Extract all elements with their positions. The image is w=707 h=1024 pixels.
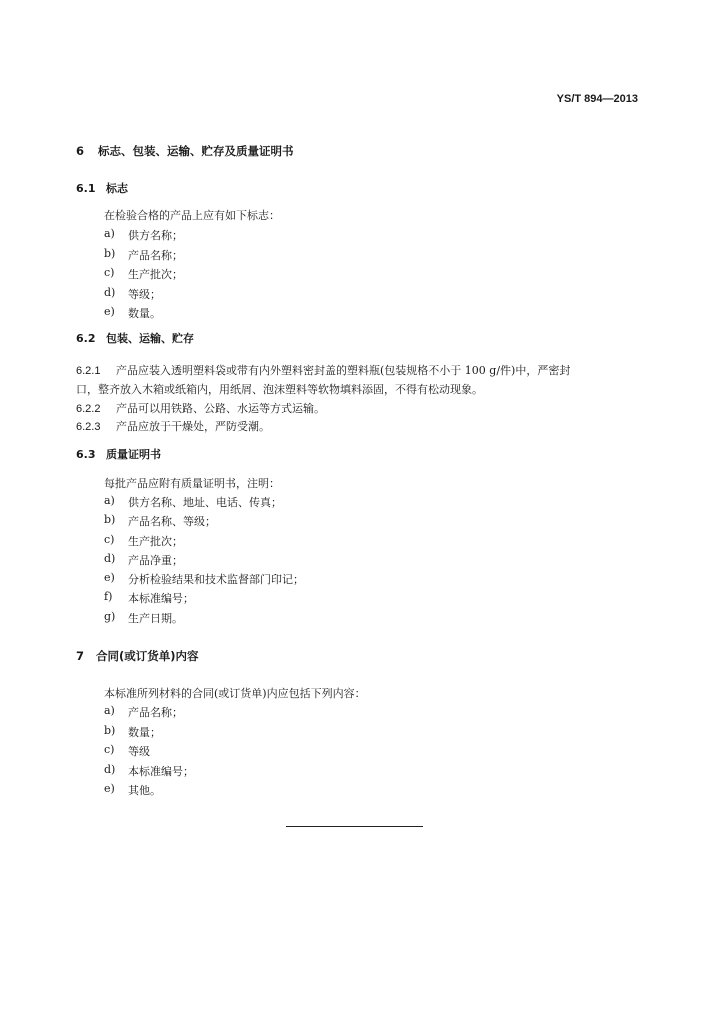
list-text: 等级； bbox=[128, 287, 161, 301]
section-title: 合同(或订货单)内容 bbox=[96, 649, 199, 663]
clause-number: 6.2.1 bbox=[76, 365, 101, 377]
list-text: 其他。 bbox=[128, 784, 161, 797]
list-label: b) bbox=[104, 246, 116, 260]
list-item bbox=[104, 590, 304, 609]
list-text: 数量。 bbox=[128, 307, 161, 320]
list-text: 供方名称； bbox=[128, 229, 183, 242]
list-text: 数量； bbox=[128, 725, 161, 739]
list-text: 等级 bbox=[128, 745, 150, 758]
list-item bbox=[104, 513, 304, 532]
subsection-6-2-heading bbox=[76, 330, 194, 346]
clause-6-2-1-line2: 口，整齐放入木箱或纸箱内，用纸屑、泡沫塑料等软物填料添固，不得有松动现象。 bbox=[76, 383, 483, 396]
clause-6-2-3 bbox=[76, 418, 270, 434]
list-text: 生产日期。 bbox=[128, 611, 183, 625]
list-label: b) bbox=[104, 723, 116, 737]
list-text: 供方名称、地址、电话、传真； bbox=[128, 496, 282, 509]
list-item bbox=[104, 227, 183, 247]
paragraph-intro: 本标准所列材料的合同(或订货单)内应包括下列内容： bbox=[104, 687, 366, 700]
list-7 bbox=[104, 704, 194, 802]
section-number: 7 bbox=[76, 649, 85, 663]
clause-number: 6.2.2 bbox=[76, 403, 101, 415]
paragraph-intro: 每批产品应附有质量证明书，注明： bbox=[104, 477, 280, 490]
list-label: f) bbox=[104, 590, 113, 604]
list-label: g) bbox=[104, 609, 116, 623]
subsection-title: 质量证明书 bbox=[106, 448, 161, 461]
list-item bbox=[104, 704, 194, 724]
subsection-6-3-heading bbox=[76, 446, 161, 462]
subsection-title: 包装、运输、贮存 bbox=[106, 332, 194, 345]
list-6-3 bbox=[104, 494, 304, 629]
section-6-heading bbox=[76, 143, 294, 159]
list-label: a) bbox=[104, 227, 115, 240]
list-item bbox=[104, 782, 194, 802]
subsection-6-1-heading bbox=[76, 180, 128, 196]
list-label: c) bbox=[104, 743, 115, 756]
list-item bbox=[104, 552, 304, 571]
list-label: e) bbox=[104, 782, 115, 795]
clause-6-2-1-line1 bbox=[76, 362, 570, 378]
subsection-title: 标志 bbox=[106, 182, 128, 195]
list-text: 产品名称； bbox=[128, 248, 183, 262]
list-label: d) bbox=[104, 551, 116, 565]
list-item bbox=[104, 724, 194, 744]
subsection-number: 6.3 bbox=[76, 448, 96, 461]
list-item bbox=[104, 286, 183, 306]
list-text: 本标准编号； bbox=[128, 592, 194, 606]
list-label: b) bbox=[104, 513, 116, 527]
list-label: e) bbox=[104, 571, 115, 585]
list-text: 产品名称； bbox=[128, 706, 183, 719]
list-text: 生产批次； bbox=[128, 268, 183, 281]
list-text: 产品净重； bbox=[128, 553, 183, 567]
clause-text: 产品可以用铁路、公路、水运等方式运输。 bbox=[116, 402, 325, 415]
list-label: a) bbox=[104, 704, 115, 717]
list-text: 生产批次； bbox=[128, 534, 183, 548]
list-item bbox=[104, 305, 183, 325]
list-text: 产品名称、等级； bbox=[128, 515, 216, 529]
section-number: 6 bbox=[76, 144, 85, 158]
list-item bbox=[104, 266, 183, 286]
list-label: c) bbox=[104, 532, 115, 546]
list-item bbox=[104, 494, 304, 513]
list-item bbox=[104, 533, 304, 552]
list-text: 分析检验结果和技术监督部门印记； bbox=[128, 573, 304, 587]
end-rule bbox=[286, 826, 423, 827]
subsection-number: 6.2 bbox=[76, 332, 96, 345]
clause-text: 产品应装入透明塑料袋或带有内外塑料密封盖的塑料瓶(包装规格不小于 100 g/件)中，严密封 bbox=[116, 364, 571, 377]
list-item bbox=[104, 610, 304, 629]
list-label: a) bbox=[104, 494, 115, 507]
clause-6-2-2 bbox=[76, 400, 325, 416]
section-7-heading bbox=[76, 648, 199, 664]
list-item bbox=[104, 247, 183, 267]
list-label: e) bbox=[104, 305, 115, 318]
clause-text: 产品应放于干燥处，严防受潮。 bbox=[116, 420, 270, 433]
list-label: d) bbox=[104, 285, 116, 299]
clause-number: 6.2.3 bbox=[76, 421, 101, 433]
list-6-1 bbox=[104, 227, 183, 325]
standard-code: YS/T 894—2013 bbox=[556, 93, 638, 105]
subsection-number: 6.1 bbox=[76, 182, 96, 195]
list-item bbox=[104, 763, 194, 783]
paragraph-intro: 在检验合格的产品上应有如下标志： bbox=[104, 209, 280, 222]
list-text: 本标准编号； bbox=[128, 764, 194, 778]
list-label: c) bbox=[104, 266, 115, 279]
list-item bbox=[104, 743, 194, 763]
list-label: d) bbox=[104, 762, 116, 776]
section-title: 标志、包装、运输、贮存及质量证明书 bbox=[98, 144, 294, 158]
list-item bbox=[104, 571, 304, 590]
